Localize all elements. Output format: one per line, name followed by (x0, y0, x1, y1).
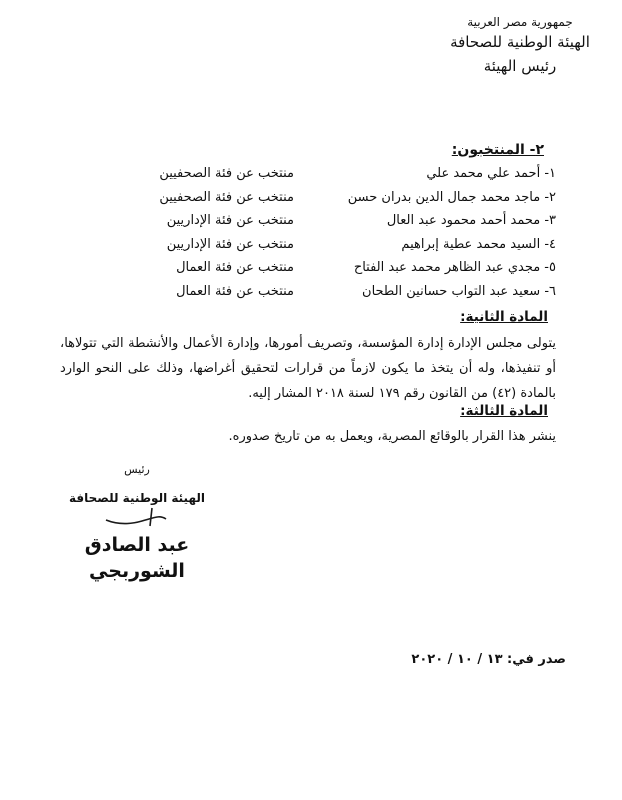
member-name: ١- أحمد علي محمد علي (426, 166, 556, 181)
letterhead-title: رئيس الهيئة (483, 57, 557, 75)
list-item (76, 260, 556, 284)
member-category: منتخب عن فئة الصحفيين (159, 189, 294, 205)
member-category: منتخب عن فئة الإداريين (166, 236, 294, 252)
list-item (76, 213, 556, 237)
article-3-text: ينشر هذا القرار بالوقائع المصرية، ويعمل به من تاريخ صدوره. (228, 429, 556, 444)
list-item (76, 166, 556, 190)
members-list (76, 166, 556, 307)
issue-date: صدر في: ١٣ / ١٠ / ٢٠٢٠ (411, 652, 566, 667)
member-category: منتخب عن فئة الإداريين (166, 213, 294, 228)
list-item (76, 190, 556, 214)
member-name: ٦- سعيد عبد التواب حسانين الطحان (362, 283, 556, 299)
member-category: منتخب عن فئة الصحفيين (159, 166, 294, 181)
member-category: منتخب عن فئة العمال (176, 260, 294, 275)
signature-block (62, 462, 212, 584)
member-name: ٣- محمد أحمد محمود عبد العال (386, 213, 556, 228)
list-item (76, 237, 556, 261)
member-name: ٢- ماجد محمد جمال الدين بدران حسن (347, 189, 556, 205)
member-name: ٥- مجدي عبد الظاهر محمد عبد الفتاح (353, 260, 556, 275)
letterhead-country: جمهورية مصر العربية (467, 15, 573, 29)
handwritten-signature (102, 506, 172, 528)
list-item (76, 284, 556, 308)
section-title: ٢- المنتخبون: (451, 142, 544, 158)
article-2-title: المادة الثانية: (460, 309, 548, 325)
signature-role: رئيس (124, 463, 150, 476)
member-category: منتخب عن فئة العمال (176, 283, 294, 299)
member-name: ٤- السيد محمد عطية إبراهيم (401, 236, 556, 252)
signatory-name: عبد الصادق الشوربجي (84, 534, 190, 582)
signature-org: الهيئة الوطنية للصحافة (68, 491, 205, 505)
letterhead (440, 14, 600, 78)
article-3-title: المادة الثالثة: (460, 403, 548, 419)
letterhead-authority: الهيئة الوطنية للصحافة (450, 33, 590, 51)
article-2-text: يتولى مجلس الإدارة إدارة المؤسسة، وتصريف أمورها، وإدارة الأعمال والأنشطة التي تتولاها، أو تنفيذها، وله أن يتخذ ما يكون لازماً من قرارات لتحقيق أغراضها، وذلك على النحو الوارد بالمادة (٤٢) من القانون رقم ١٧٩ لسنة ٢٠١٨ المشار إليه. (60, 336, 556, 401)
